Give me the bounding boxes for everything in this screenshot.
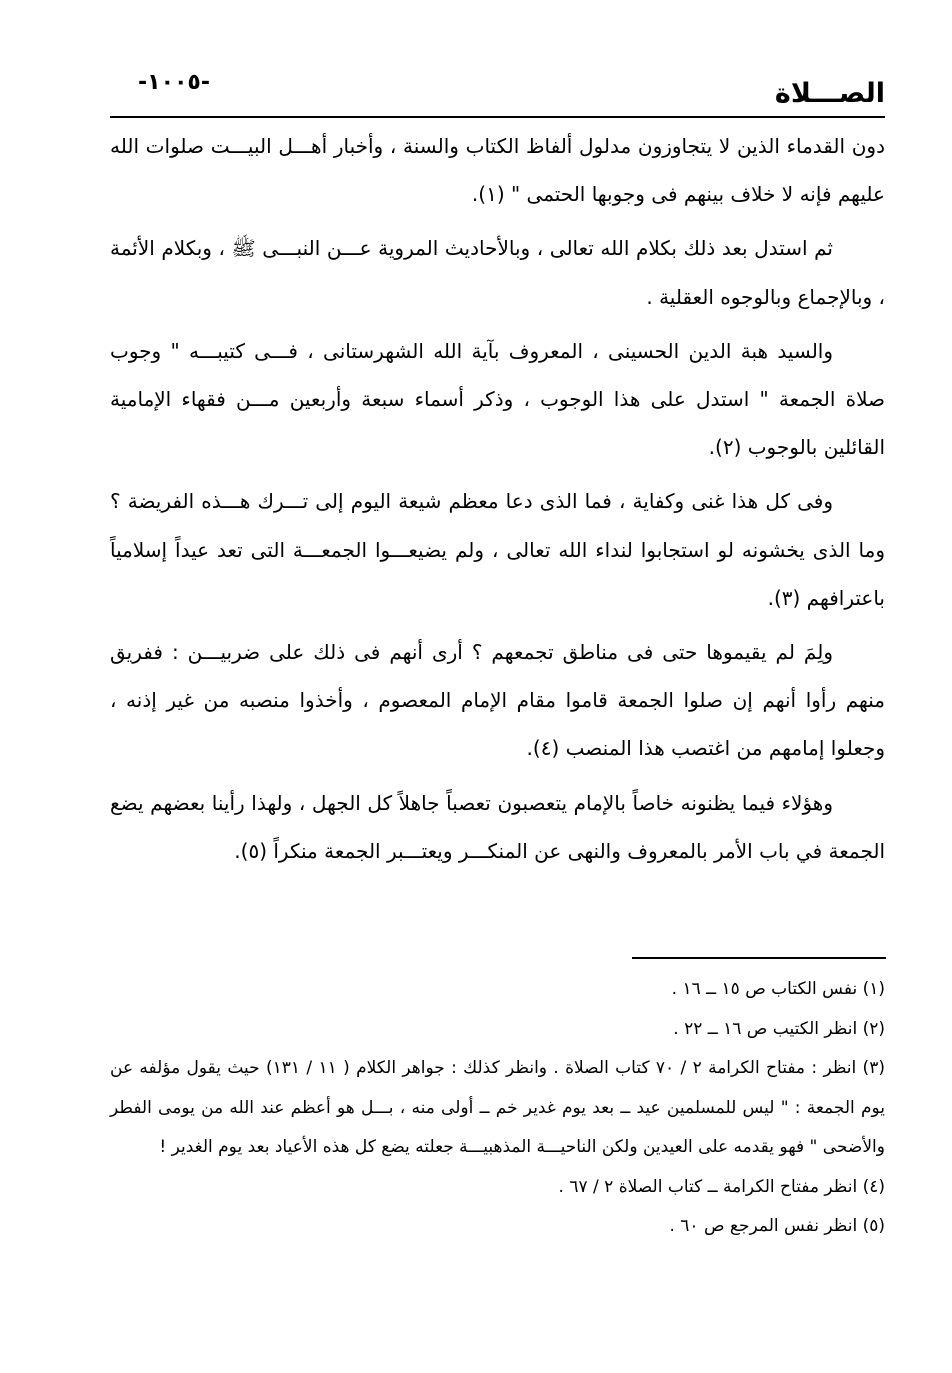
footnote: (٤) انظر مفتاح الكرامة ــ كتاب الصلاة ٢ / ٦٧ . — [558, 1176, 885, 1197]
footnotes — [110, 970, 885, 1247]
paragraph: وهؤلاء فيما يظنونه خاصاً بالإمام يتعصبون تعصباً جاهلاً كل الجهل ، ولهذا رأينا بعضهم يضع الجمعة في باب الأمر بالمعروف والنهى عن المنكـــر ويعتـــبر الجمعة منكراً (٥). — [110, 790, 885, 863]
page-number: -١٠٠٥- — [138, 70, 210, 95]
footnote-divider — [632, 957, 886, 959]
paragraph: وفى كل هذا غنى وكفاية ، فما الذى دعا معظم شيعة اليوم إلى تـــرك هـــذه الفريضة ؟ وما الذى يخشونه لو استجابوا لنداء الله تعالى ، ولم يضيعـــوا الجمعـــة التى تعد عيداً إسلامياً باعترافهم (٣). — [110, 489, 885, 610]
paragraph: ولِمَ لم يقيموها حتى فى مناطق تجمعهم ؟ أرى أنهم فى ذلك على ضربيـــن : ففريق منهم رأوا أنهم إن صلوا الجمعة قاموا مقام الإمام المعصوم ، وأخذوا منصبه من غير إذنه ، وجعلوا إمامهم من اغتصب هذا المنصب (٤). — [110, 640, 885, 761]
running-title: الصـــلاة — [774, 78, 885, 109]
footnote: (٣) انظر : مفتاح الكرامة ٢ / ٧٠ كتاب الصلاة . وانظر كذلك : جواهر الكلام ( ١١ / ١٣١) حيث يقول مؤلفه عن يوم الجمعة : " ليس للمسلمين عيد ــ بعد يوم غدير خم ــ أولى منه ، بـــل هو أعظم عند الله من يومى الفطر والأضحى " فهو يقدمه على العيدين ولكن الناحيـــة المذهبيـــة جعلته يضع كل هذه الأعياد بعد يوم الغدير ! — [110, 1058, 885, 1157]
paragraph: والسيد هبة الدين الحسينى ، المعروف بآية الله الشهرستانى ، فـــى كتيبـــه " وجوب صلاة الجمعة " استدل على هذا الوجوب ، وذكر أسماء سبعة وأربعين مـــن فقهاء الإمامية القائلين بالوجوب (٢). — [110, 338, 885, 460]
paragraph: ثم استدل بعد ذلك بكلام الله تعالى ، وبالأحاديث المروية عـــن النبـــى ﷺ ، وبكلام الأئمة ، وبالإجماع وبالوجوه العقلية . — [110, 236, 885, 309]
page-header — [110, 68, 885, 118]
footnote: (١) نفس الكتاب ص ١٥ ــ ١٦ . — [671, 979, 885, 999]
footnote: (٥) انظر نفس المرجع ص ٦٠ . — [669, 1216, 885, 1236]
main-text — [110, 122, 885, 881]
footnote: (٢) انظر الكتيب ص ١٦ ــ ٢٢ . — [673, 1018, 885, 1039]
paragraph: دون القدماء الذين لا يتجاوزون مدلول ألفاظ الكتاب والسنة ، وأخبار أهـــل البيـــت صلوات الله عليهم فإنه لا خلاف بينهم فى وجوبها الحتمى " (١). — [110, 134, 885, 207]
header-divider — [110, 116, 885, 118]
